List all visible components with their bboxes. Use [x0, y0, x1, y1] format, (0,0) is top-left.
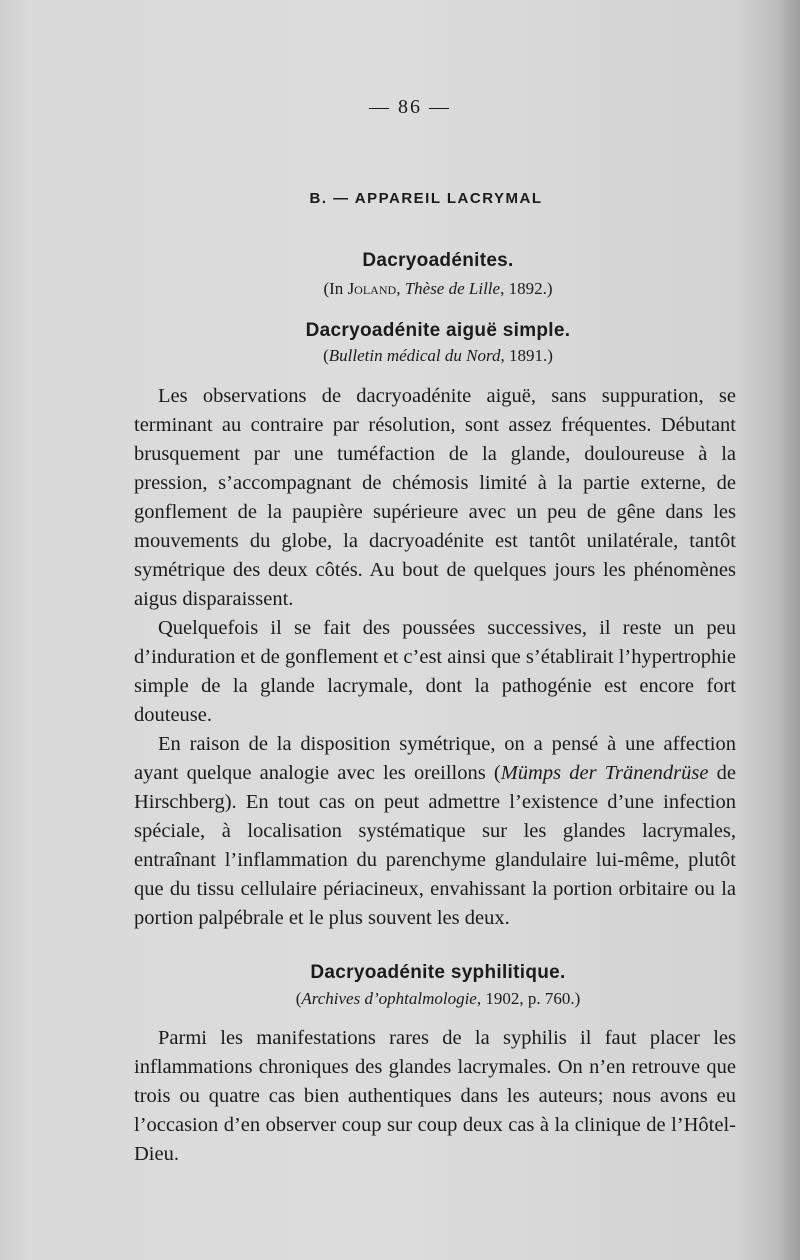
section-heading: B. — APPAREIL LACRYMAL [309, 190, 543, 207]
section2-paragraph: Parmi les manifestations rares de la syphilis il faut placer les inflammations chroniques des glandes lacrymales. On n’en retrouve que trois ou quatre cas bien authentiques dans les auteurs; nous avons eu l’occasion d’en observer coup sur coup deux cas à la clinique de l’Hôtel-Dieu. [134, 1027, 736, 1165]
section1-citation-suffix: , 1891.) [500, 346, 553, 365]
section1-paragraph-3 [134, 730, 736, 933]
section1-citation-work: Bulletin médical du Nord [328, 346, 501, 365]
chapter-citation-sep: , [396, 279, 405, 298]
page-number: — 86 — [369, 96, 451, 118]
section2-citation [0, 989, 800, 1009]
chapter-title: Dacryoadénites. [362, 250, 514, 271]
section1-paragraph-3-after: de Hirschberg). En tout cas on peut admettre l’existence d’une infection spéciale, à localisation systématique sur les glandes lacrymales, entraînant l’inflammation du parenchyme glandulaire lui-même, plutôt que du tissu cellulaire périacineux, envahissant la portion orbitaire ou la portion palpébrale et le plus souvent les deux. [134, 762, 736, 929]
section1-paragraph-3-italic: Mümps der Tränendrüse [500, 762, 709, 784]
section1-title: Dacryoadénite aiguë simple. [305, 320, 571, 341]
chapter-citation-author: Joland [347, 279, 397, 298]
section1-citation-open: ( [323, 346, 329, 365]
section2-title: Dacryoadénite syphilitique. [310, 962, 566, 983]
section2-citation-work: Archives d’ophtalmologie [301, 989, 477, 1008]
section1-paragraph-3-before: En raison de la disposition symétrique, on a pensé à une affection ayant quelque analogie avec les oreillons ( [134, 733, 736, 784]
section1-paragraph-2: Quelquefois il se fait des poussées successives, il reste un peu d’induration et de gonflement et c’est ainsi que s’établirait l’hypertrophie simple de la glande lacrymale, dont la pathogénie est encore fort douteuse. [134, 617, 736, 726]
chapter-citation-work: Thèse de Lille [404, 279, 501, 298]
section1-paragraph-1: Les observations de dacryoadénite aiguë, sans suppuration, se terminant au contraire par résolution, sont assez fréquentes. Débutant brusquement par une tuméfaction de la glande, douloureuse à la pression, s’accompagnant de chémosis limité à la partie externe, de gonflement de la paupière supérieure avec un peu de gêne dans les mouvements du globe, la dacryoadénite est tantôt unilatérale, tantôt symétrique des deux côtés. Au bout de quelques jours les phénomènes aigus disparaissent. [134, 385, 736, 610]
section2-citation-suffix: , 1902, p. 760.) [476, 989, 581, 1008]
chapter-citation-prefix: (In [323, 279, 348, 298]
section2-citation-open: ( [295, 989, 302, 1008]
chapter-citation [0, 279, 800, 299]
section1-citation [0, 346, 800, 366]
chapter-citation-suffix: , 1892.) [500, 279, 553, 298]
